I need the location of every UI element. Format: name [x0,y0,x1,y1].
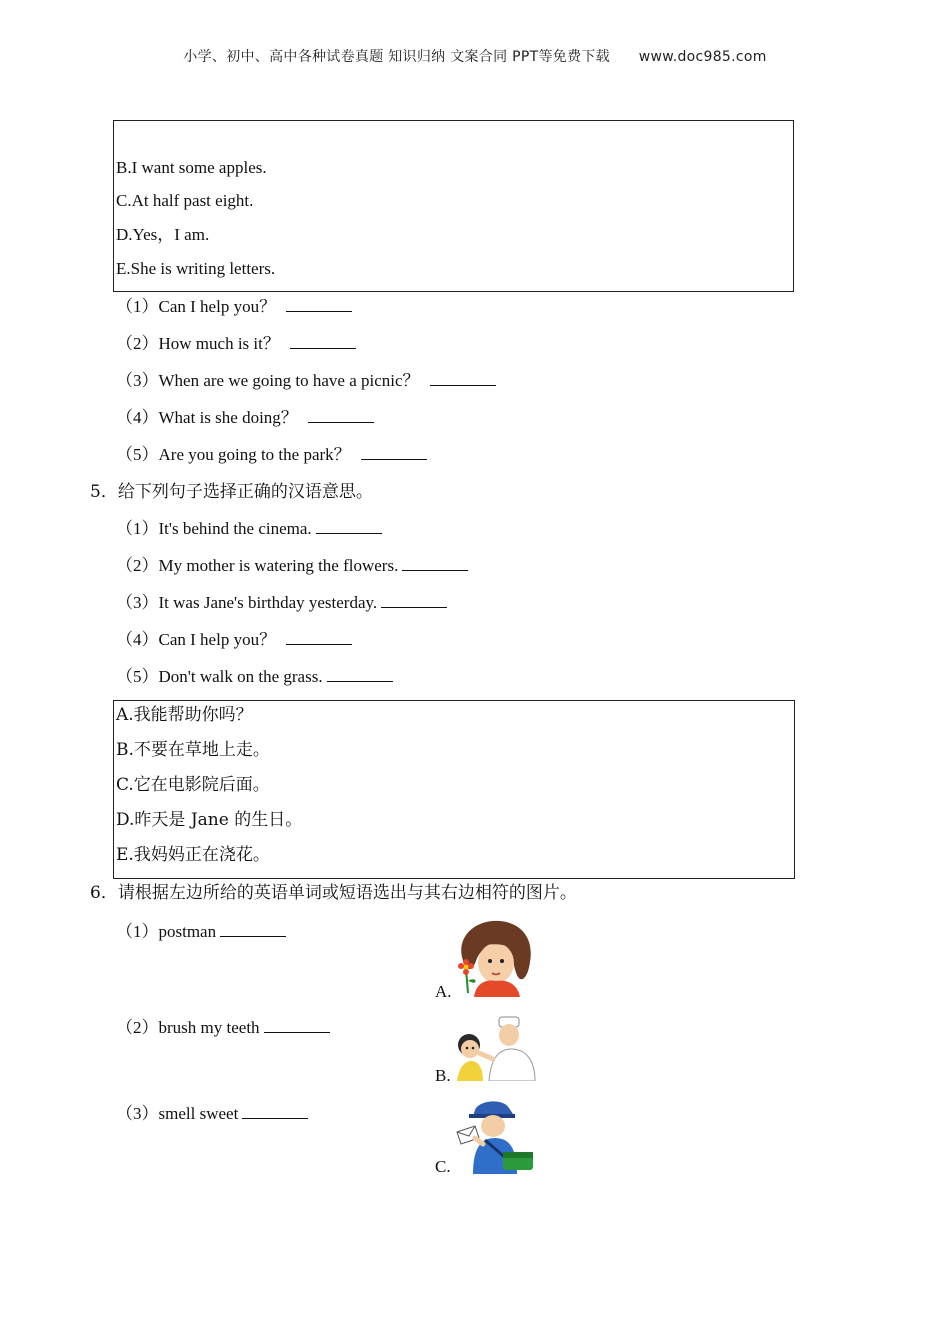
picture-label-c: C. [435,1157,451,1176]
q5-item-1: （1）It's behind the cinema. [116,518,382,540]
header-text: 小学、初中、高中各种试卷真题 知识归纳 文案合同 PPT等免费下载 [183,49,610,65]
q5-option-e: E.我妈妈正在浇花。 [116,845,270,865]
q4-item-5: （5）Are you going to the park？ [116,444,427,466]
q5-option-b: B.不要在草地上走。 [116,740,270,760]
answer-blank[interactable] [430,371,496,386]
answer-blank[interactable] [381,593,447,608]
option-c: C.At half past eight. [116,191,254,210]
option-d: D.Yes，I am. [116,225,210,244]
answer-blank[interactable] [286,297,352,312]
picture-a-girl-smelling-flower[interactable] [452,917,536,997]
header-site[interactable]: www.doc985.com [638,49,767,65]
q5-option-a: A.我能帮助你吗？ [116,705,253,725]
q6-item-1: （1）postman [116,921,286,943]
answer-blank[interactable] [264,1018,330,1033]
q6-item-2: （2）brush my teeth [116,1017,330,1039]
q4-item-1: （1）Can I help you？ [116,296,352,318]
q5-item-5: （5）Don't walk on the grass. [116,666,393,688]
answer-blank[interactable] [242,1104,308,1119]
picture-b-doctor-and-child[interactable] [455,1015,537,1081]
q5-item-3: （3）It was Jane's birthday yesterday. [116,592,447,614]
option-b: B.I want some apples. [116,158,267,177]
q5-option-c: C.它在电影院后面。 [116,775,270,795]
answer-blank[interactable] [290,334,356,349]
option-e: E.She is writing letters. [116,259,276,278]
answer-blank[interactable] [327,667,393,682]
q6-item-3: （3）smell sweet [116,1103,308,1125]
picture-label-b: B. [435,1066,451,1085]
picture-label-a: A. [435,982,452,1001]
picture-c-postman[interactable] [453,1098,539,1174]
answer-blank[interactable] [220,922,286,937]
q5-option-d: D.昨天是 Jane 的生日。 [116,810,303,830]
q5-title: 5．给下列句子选择正确的汉语意思。 [90,482,373,502]
answer-blank[interactable] [361,445,427,460]
q5-item-4: （4）Can I help you？ [116,629,352,651]
q5-item-2: （2）My mother is watering the flowers. [116,555,468,577]
q4-item-2: （2）How much is it？ [116,333,356,355]
answer-blank[interactable] [308,408,374,423]
q6-title: 6．请根据左边所给的英语单词或短语选出与其右边相符的图片。 [90,883,577,903]
answer-blank[interactable] [286,630,352,645]
q4-item-3: （3）When are we going to have a picnic？ [116,370,496,392]
page-header [0,46,950,66]
answer-blank[interactable] [402,556,468,571]
q4-item-4: （4）What is she doing？ [116,407,374,429]
answer-blank[interactable] [316,519,382,534]
